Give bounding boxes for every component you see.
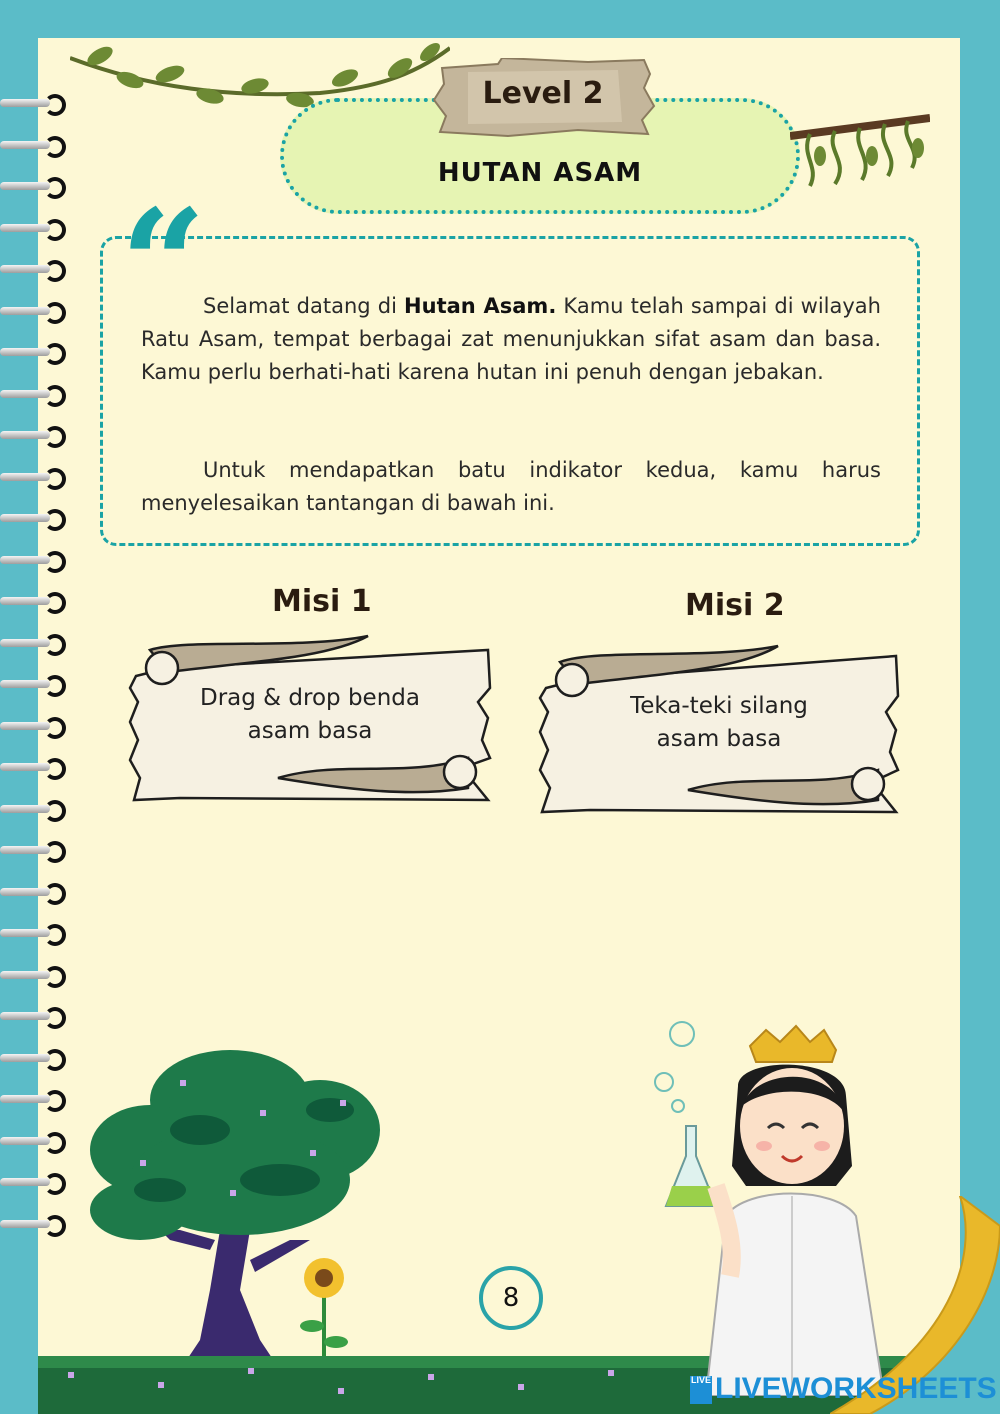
ring-hook (44, 136, 66, 158)
brand-name: LIVEWORKSHEETS (715, 1372, 997, 1405)
ring-hook (44, 219, 66, 241)
ring-wire (0, 971, 50, 979)
spiral-ring (0, 964, 78, 986)
ring-wire (0, 680, 50, 688)
spiral-ring (0, 798, 78, 820)
ring-hook (44, 468, 66, 490)
ring-hook (44, 509, 66, 531)
ring-wire (0, 1095, 50, 1103)
ring-hook (44, 343, 66, 365)
ring-hook (44, 883, 66, 905)
mission-2-title: Misi 2 (685, 588, 785, 623)
level-tag (428, 58, 658, 138)
tree-icon (80, 1040, 410, 1380)
ring-wire (0, 1054, 50, 1062)
ring-wire (0, 182, 50, 190)
spiral-ring (0, 549, 78, 571)
spiral-ring (0, 673, 78, 695)
ring-wire (0, 1137, 50, 1145)
liveworksheets-logo[interactable] (690, 1372, 997, 1406)
ring-hook (44, 634, 66, 656)
ring-wire (0, 1012, 50, 1020)
level-label: Level 2 (482, 76, 604, 111)
ring-wire (0, 639, 50, 647)
spiral-ring (0, 839, 78, 861)
ring-hook (44, 94, 66, 116)
ring-hook (44, 717, 66, 739)
ring-wire (0, 929, 50, 937)
live-badge: LIVE (690, 1376, 712, 1404)
mission-2-line-2: asam basa (656, 726, 782, 752)
mission-2-line-1: Teka-teki silang (630, 693, 808, 719)
ring-wire (0, 473, 50, 481)
spiral-ring (0, 300, 78, 322)
level-title: HUTAN ASAM (437, 158, 643, 188)
ring-hook (44, 1090, 66, 1112)
ring-hook (44, 924, 66, 946)
ring-hook (44, 1049, 66, 1071)
ring-hook (44, 1173, 66, 1195)
ring-hook (44, 1132, 66, 1154)
ring-hook (44, 1215, 66, 1237)
ring-wire (0, 763, 50, 771)
sunflower-icon (296, 1256, 352, 1366)
ring-wire (0, 348, 50, 356)
ring-hook (44, 385, 66, 407)
ring-wire (0, 888, 50, 896)
quote-icon: “ (120, 177, 207, 353)
spiral-ring (0, 756, 78, 778)
ring-wire (0, 514, 50, 522)
ring-hook (44, 177, 66, 199)
ring-wire (0, 307, 50, 315)
spiral-ring (0, 217, 78, 239)
ring-wire (0, 556, 50, 564)
ring-wire (0, 265, 50, 273)
mission-2-card[interactable] (538, 636, 900, 816)
spiral-ring (0, 590, 78, 612)
ring-hook (44, 551, 66, 573)
mission-1-title: Misi 1 (272, 584, 372, 619)
spiral-ring (0, 922, 78, 944)
ring-hook (44, 675, 66, 697)
ring-wire (0, 1178, 50, 1186)
intro-paragraph-2: Untuk mendapatkan batu indikator kedua, kamu harus menyelesaikan tantangan di bawah ini. (141, 458, 881, 515)
ring-wire (0, 390, 50, 398)
spiral-ring (0, 1088, 78, 1110)
spiral-ring (0, 1213, 78, 1235)
vine-icon (790, 96, 930, 196)
page-number: 8 (479, 1266, 543, 1330)
spiral-ring (0, 258, 78, 280)
spiral-ring (0, 1047, 78, 1069)
spiral-ring (0, 1130, 78, 1152)
ring-hook (44, 800, 66, 822)
spiral-ring (0, 466, 78, 488)
ring-wire (0, 805, 50, 813)
spiral-ring (0, 1005, 78, 1027)
spiral-ring (0, 632, 78, 654)
spiral-ring (0, 1171, 78, 1193)
spiral-ring (0, 881, 78, 903)
ring-hook (44, 592, 66, 614)
intro-paragraph-1: Selamat datang di Hutan Asam. Kamu telah sampai di wilayah Ratu Asam, tempat berbagai zat menunjukkan sifat asam dan basa. Kamu perlu berhati-hati karena hutan ini penuh dengan jebakan. (141, 294, 881, 384)
mission-1-line-1: Drag & drop benda (200, 685, 420, 711)
ring-wire (0, 722, 50, 730)
ring-hook (44, 302, 66, 324)
ring-wire (0, 224, 50, 232)
ring-wire (0, 1220, 50, 1228)
spiral-ring (0, 92, 78, 114)
spiral-ring (0, 383, 78, 405)
ring-hook (44, 966, 66, 988)
mission-1-card[interactable] (128, 628, 492, 804)
spiral-ring (0, 715, 78, 737)
ring-wire (0, 141, 50, 149)
ring-wire (0, 846, 50, 854)
spiral-ring (0, 424, 78, 446)
mission-1-line-2: asam basa (247, 718, 373, 744)
ring-hook (44, 758, 66, 780)
crown-icon (750, 1026, 836, 1062)
spiral-ring (0, 507, 78, 529)
spiral-ring (0, 134, 78, 156)
ring-hook (44, 426, 66, 448)
ring-hook (44, 260, 66, 282)
ring-wire (0, 99, 50, 107)
ring-wire (0, 597, 50, 605)
ring-wire (0, 431, 50, 439)
ring-hook (44, 1007, 66, 1029)
spiral-ring (0, 175, 78, 197)
ring-hook (44, 841, 66, 863)
spiral-ring (0, 341, 78, 363)
